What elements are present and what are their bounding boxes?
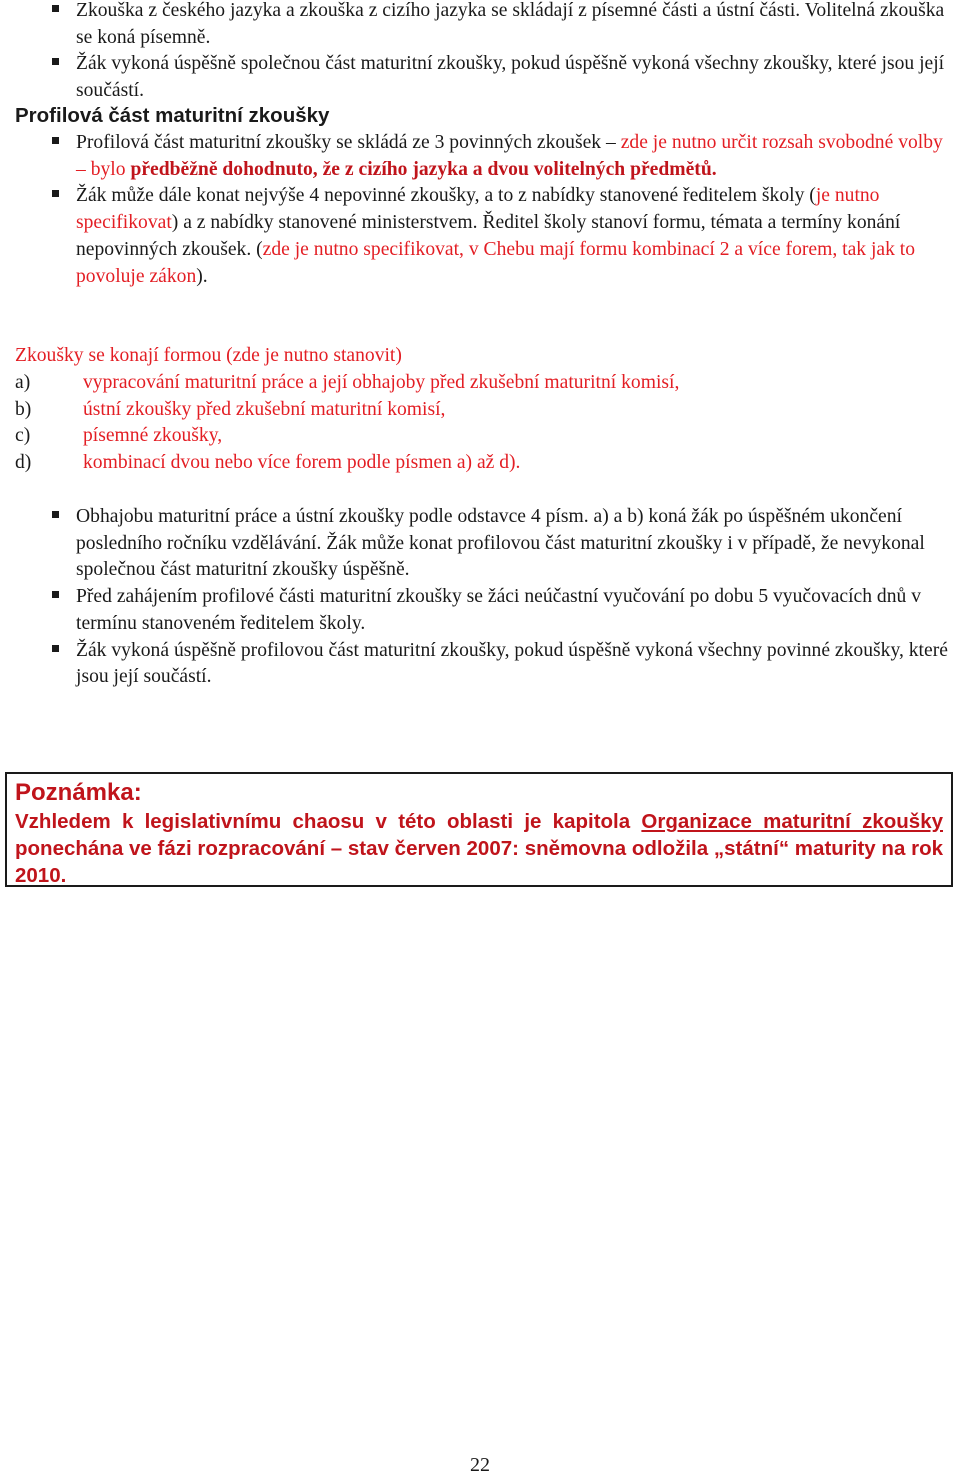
list-item-text: Před zahájením profilové části maturitní zkoušky se žáci neúčastní vyučování po dobu 5 vyučovacích dnů v termínu stanoveném ředitelem školy. bbox=[76, 586, 922, 634]
list-letter: c) bbox=[15, 425, 31, 447]
note-title: Poznámka: bbox=[15, 779, 142, 806]
list-item-text: kombinací dvou nebo více forem podle písmen a) až d). bbox=[83, 452, 521, 474]
square-bullet-icon bbox=[52, 5, 59, 12]
highlight-text: zde je nutno určit rozsah svobodné volby – bylo bbox=[76, 132, 943, 180]
note-box bbox=[5, 772, 953, 887]
section-heading: Profilová část maturitní zkoušky bbox=[15, 104, 330, 127]
list-item-text: ) a z nabídky stanovené ministerstvem. Ředitel školy stanoví formu, témata a termíny konání nepovinných zkoušek. ( bbox=[76, 212, 901, 260]
note-text-part: ponechána ve fázi rozpracování – stav červen 2007: sněmovna odložila „státní“ maturity na rok 2010. bbox=[15, 837, 943, 887]
square-bullet-icon bbox=[52, 591, 59, 598]
list-letter: a) bbox=[15, 372, 31, 393]
list-item-text: Žák vykoná úspěšně profilovou část maturitní zkoušky, pokud úspěšně vykoná všechny povinné zkoušky, které jsou její součástí. bbox=[76, 639, 948, 688]
top-bullet-list bbox=[0, 0, 950, 105]
square-bullet-icon bbox=[52, 58, 59, 65]
list-item-text: písemné zkoušky, bbox=[83, 425, 223, 447]
profile-bullet-list bbox=[0, 130, 950, 290]
square-bullet-icon bbox=[52, 190, 59, 197]
list-item bbox=[0, 638, 950, 691]
list-item-text: vypracování maturitní práce a její obhajoby před zkušební maturitní komisí, bbox=[83, 372, 680, 393]
forms-intro: Zkoušky se konají formou (zde je nutno stanovit) bbox=[15, 345, 402, 366]
square-bullet-icon bbox=[52, 137, 59, 144]
list-item-text: Profilová část maturitní zkoušky se skládá ze 3 povinných zkoušek – bbox=[76, 132, 621, 153]
list-item-text: Žák může dále konat nejvýše 4 nepovinné zkoušky, a to z nabídky stanovené ředitelem školy ( bbox=[76, 185, 816, 207]
list-item bbox=[0, 51, 950, 104]
list-item-text: Obhajobu maturitní práce a ústní zkoušky podle odstavce 4 písm. a) a b) koná žák po úspěšném ukončení posledního ročníku vzdělávání. Žák může konat profilovou část maturitní zkoušky i v případě, že nevykonal společnou část maturitní zkoušky úspěšně. bbox=[76, 506, 925, 581]
note-text-part: Vzhledem k legislativnímu chaosu v této oblasti je kapitola bbox=[15, 810, 642, 833]
list-item-text: Zkouška z českého jazyka a zkouška z cizího jazyka se skládají z písemné části a ústní části. Volitelná zkouška se koná písemně. bbox=[76, 0, 945, 48]
organizace-maturitni-zkousky-link[interactable]: Organizace maturitní zkoušky bbox=[641, 810, 943, 833]
list-item bbox=[15, 450, 679, 477]
list-letter: b) bbox=[15, 398, 32, 420]
page-number: 22 bbox=[470, 1454, 490, 1476]
list-item-text: Žák vykoná úspěšně společnou část maturitní zkoušky, pokud úspěšně vykoná všechny zkoušky, které jsou její součástí. bbox=[76, 53, 945, 102]
list-letter: d) bbox=[15, 452, 32, 474]
square-bullet-icon bbox=[52, 511, 59, 518]
list-item bbox=[0, 130, 950, 183]
highlight-text: je nutno specifikovat bbox=[76, 185, 880, 234]
list-item bbox=[15, 423, 679, 450]
list-item bbox=[15, 397, 679, 424]
list-item-text: ). bbox=[196, 265, 208, 287]
list-item bbox=[0, 504, 950, 584]
forms-list bbox=[15, 370, 679, 477]
bottom-bullet-list bbox=[0, 504, 950, 691]
list-item bbox=[0, 183, 950, 290]
list-item bbox=[15, 370, 679, 397]
list-item bbox=[0, 0, 950, 51]
bold-highlight-text: předběžně dohodnuto, že z cizího jazyka a dvou volitelných předmětů. bbox=[130, 158, 717, 180]
highlight-text: zde je nutno specifikovat, v Chebu mají formu kombinací 2 a více forem, tak jak to povoluje zákon bbox=[76, 238, 916, 287]
note-text bbox=[15, 808, 943, 889]
list-item-text: ústní zkoušky před zkušební maturitní komisí, bbox=[83, 398, 446, 420]
list-item bbox=[0, 584, 950, 637]
square-bullet-icon bbox=[52, 645, 59, 652]
